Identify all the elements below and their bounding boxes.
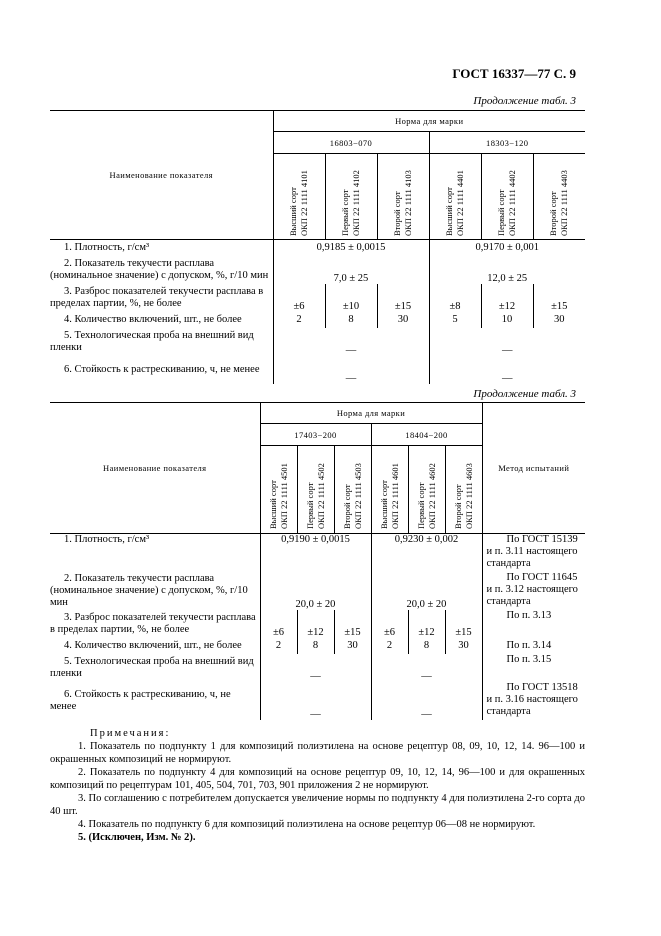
page-header: ГОСТ 16337—77 С. 9 xyxy=(452,66,576,81)
sort-header: Первый сорт ОКП 22 1111 4602 xyxy=(415,462,437,529)
table-row: 1. Плотность, г/см³ 0,9190 ± 0,0015 0,9230 ± 0,002 По ГОСТ 15139 и п. 3.11 настоящего стандарта xyxy=(50,534,585,572)
grade-group: 18404−200 xyxy=(371,424,482,446)
table-row: 6. Стойкость к растрескиванию, ч, не менее — — xyxy=(50,356,585,384)
norms-table-2 xyxy=(50,402,585,720)
grade-group: 16803−070 xyxy=(273,132,429,154)
table-row: 5. Технологическая проба на внешний вид пленки — — По п. 3.15 xyxy=(50,653,552,682)
sort-header: Второй сорт ОКП 22 1111 4403 xyxy=(548,169,570,236)
grade-group: 17403−200 xyxy=(260,424,371,446)
note-item: 5. (Исключен, Изм. № 2). xyxy=(78,832,196,843)
table-row: 4. Количество включений, шт., не более 2 8 30 2 8 30 По п. 3.14 xyxy=(50,638,585,654)
table-row: 2. Показатель текучести расплава (номинальное значение) с допуском, %, г/10 мин 20,0 ± 20 20,0 ± 20 По ГОСТ 11645 и п. 3.12 настоящего стандарта xyxy=(50,571,578,610)
grade-group: 18303−120 xyxy=(429,132,585,154)
note-item: 2. Показатель по подпункту 4 для композиций на основе рецептур 09, 10, 12, 14, 96—100 и для окрашенных композиций по рецептурам 101, 405, 504, 701, 703, 901 приложения 2 не нормируют. xyxy=(50,767,585,791)
sort-header: Второй сорт ОКП 22 1111 4603 xyxy=(452,462,474,529)
note-item: 1. Показатель по подпункту 1 для композиций полиэтилена на основе рецептур 08, 09, 10, 12, 14. 96—100 и окрашенных композиций не нормируют. xyxy=(50,741,585,765)
table-row: 1. Плотность, г/см³ 0,9185 ± 0,0015 0,9170 ± 0,001 xyxy=(50,240,585,256)
table-row: 2. Показатель текучести расплава (номинальное значение) с допуском, %, г/10 мин 7,0 ± 25 12,0 ± 25 xyxy=(50,257,528,284)
continuation-label-1: Продолжение табл. 3 xyxy=(473,95,576,107)
param-header: Наименование показателя xyxy=(50,403,260,534)
table-row: 3. Разброс показателей текучести расплава в пределах партии, %, не более ±6 ±12 ±15 ±6 ±12 ±15 По п. 3.13 xyxy=(50,609,552,638)
note-item: 4. Показатель по подпункту 6 для композиций полиэтилена на основе рецептур 06—08 не нормируют. xyxy=(78,819,536,830)
table-row: 3. Разброс показателей текучести расплава в пределах партии, %, не более ±6 ±10 ±15 ±8 ±12 ±15 xyxy=(50,285,568,312)
norm-header: Норма для марки xyxy=(273,111,585,132)
sort-header: Высший сорт ОКП 22 1111 4501 xyxy=(267,462,289,529)
sort-header: Первый сорт ОКП 22 1111 4402 xyxy=(496,169,517,236)
table-row: 5. Технологическая проба на внешний вид пленки — — xyxy=(50,329,513,356)
param-header: Наименование показателя xyxy=(50,111,273,240)
sort-header: Первый сорт ОКП 22 1111 4102 xyxy=(340,169,361,236)
notes-section xyxy=(50,727,585,844)
sort-header: Высший сорт ОКП 22 1111 4101 xyxy=(288,169,309,236)
notes-title: Примечания: xyxy=(90,728,171,739)
method-header: Метод испытаний xyxy=(482,403,585,534)
norm-header: Норма для марки xyxy=(260,403,482,424)
sort-header: Высший сорт ОКП 22 1111 4401 xyxy=(444,169,465,236)
note-item: 3. По соглашению с потребителем допускается увеличение нормы по подпункту 4 для полиэтилена 2-го сорта до 40 шт. xyxy=(50,793,585,817)
norms-table-1 xyxy=(50,110,585,384)
table-row: 4. Количество включений, шт., не более 2 8 30 5 10 30 xyxy=(50,312,585,328)
continuation-label-2: Продолжение табл. 3 xyxy=(473,388,576,400)
sort-header: Первый сорт ОКП 22 1111 4502 xyxy=(304,462,326,529)
sort-header: Второй сорт ОКП 22 1111 4503 xyxy=(341,462,363,529)
table-row: 6. Стойкость к растрескиванию, ч, не менее — — По ГОСТ 13518 и п. 3.16 настоящего стандарта xyxy=(50,681,578,720)
sort-header: Высший сорт ОКП 22 1111 4601 xyxy=(378,462,400,529)
sort-header: Второй сорт ОКП 22 1111 4103 xyxy=(392,169,413,236)
